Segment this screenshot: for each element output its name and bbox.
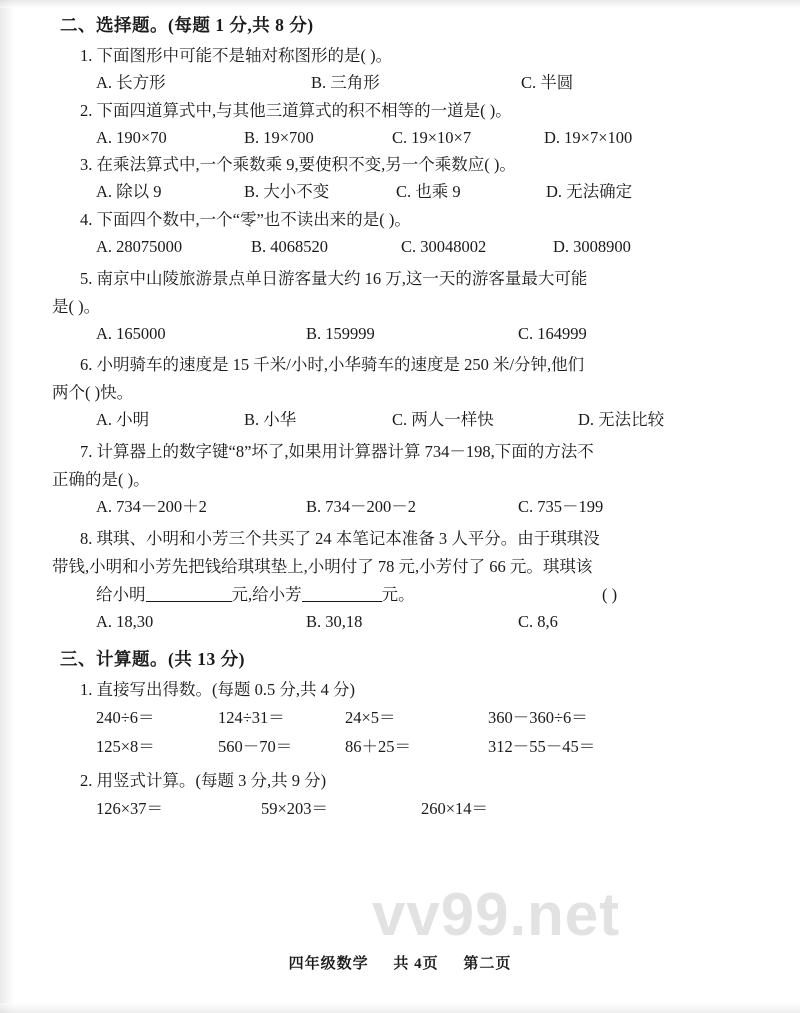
calc-item[interactable]: 86＋25＝: [345, 736, 411, 756]
option-c[interactable]: C. 半圆: [521, 73, 574, 93]
section-two-title: 二、选择题。(每题 1 分,共 8 分): [60, 15, 314, 35]
option-b[interactable]: B. 734－200－2: [306, 497, 417, 516]
section-three-sub2-label: 2. 用竖式计算。(每题 3 分,共 9 分): [80, 770, 327, 790]
calc-item[interactable]: 312－55－45＝: [488, 736, 596, 756]
oral-calc-row-1: [52, 704, 756, 733]
question-8-answer-line: [52, 582, 756, 608]
option-b[interactable]: B. 小华: [244, 410, 297, 430]
question-2-options: [52, 125, 756, 151]
calc-item[interactable]: 59×203＝: [261, 798, 329, 818]
question-7-options: [52, 494, 756, 520]
option-c[interactable]: C. 8,6: [518, 611, 558, 631]
option-d[interactable]: D. 19×7×100: [544, 127, 633, 147]
question-5-stem: 5. 南京中山陵旅游景点单日游客量大约 16 万,这一天的游客量最大可能: [80, 268, 588, 288]
question-7-stem: 7. 计算器上的数字键“8”坏了,如果用计算器计算 734－198,下面的方法不: [80, 441, 594, 461]
question-4-options: [52, 234, 756, 260]
option-c[interactable]: C. 164999: [518, 323, 587, 343]
question-7-stem-cont: 正确的是( )。: [52, 469, 150, 489]
answer-choice-bracket[interactable]: ( ): [602, 584, 618, 604]
question-2: [52, 98, 756, 151]
option-c[interactable]: C. 也乘 9: [396, 182, 461, 202]
calc-item[interactable]: 260×14＝: [421, 798, 489, 818]
option-c[interactable]: C. 两人一样快: [392, 410, 494, 430]
question-5-stem-cont: 是( )。: [52, 296, 101, 316]
option-a[interactable]: A. 长方形: [96, 73, 166, 93]
question-6-stem-cont: 两个( )快。: [52, 383, 134, 403]
question-8: [52, 526, 756, 635]
calc-item[interactable]: 560－70＝: [218, 736, 293, 756]
question-1-options: [52, 70, 756, 96]
footer-grade-subject: 四年级数学: [288, 956, 369, 972]
question-3: [52, 152, 756, 205]
question-6-stem: 6. 小明骑车的速度是 15 千米/小时,小华骑车的速度是 250 米/分钟,他们: [80, 355, 585, 375]
answer-blank-2[interactable]: [302, 586, 382, 602]
option-b[interactable]: B. 159999: [306, 323, 375, 343]
question-8-stem-cont: 带钱,小明和小芳先把钱给琪琪垫上,小明付了 78 元,小芳付了 66 元。琪琪该: [52, 556, 593, 576]
option-b[interactable]: B. 4068520: [251, 236, 329, 256]
option-c[interactable]: C. 19×10×7: [392, 127, 472, 147]
section-three-title: 三、计算题。(共 13 分): [60, 649, 245, 670]
question-6-options: [52, 407, 756, 433]
calc-item[interactable]: 240÷6＝: [96, 708, 155, 728]
question-8-options: [52, 609, 756, 635]
question-7: [52, 439, 756, 520]
option-b[interactable]: B. 30,18: [306, 611, 363, 631]
question-8-stem: 8. 琪琪、小明和小芳三个共买了 24 本笔记本准备 3 人平分。由于琪琪没: [80, 528, 600, 548]
oral-calc-row-2: [52, 733, 756, 762]
section-three-sub1-label: 1. 直接写出得数。(每题 0.5 分,共 4 分): [80, 680, 355, 700]
option-c[interactable]: C. 30048002: [401, 236, 487, 256]
page-left-shadow: [0, 0, 14, 1013]
question-4-stem: 4. 下面四个数中,一个“零”也不读出来的是( )。: [80, 209, 411, 229]
answer-mid-label: 元,给小芳: [231, 584, 302, 604]
question-5: [52, 266, 756, 347]
question-3-options: [52, 179, 756, 205]
option-b[interactable]: B. 三角形: [311, 73, 380, 93]
option-a[interactable]: A. 734－200＋2: [96, 497, 207, 516]
option-b[interactable]: B. 19×700: [244, 127, 314, 147]
answer-prefix-label: 给小明: [96, 584, 146, 604]
vertical-calc-row-1: [52, 795, 756, 824]
option-a[interactable]: A. 除以 9: [96, 182, 162, 202]
question-1: [52, 43, 756, 96]
question-3-stem: 3. 在乘法算式中,一个乘数乘 9,要使积不变,另一个乘数应( )。: [80, 155, 516, 175]
footer-page-label: 第二页: [463, 956, 512, 972]
question-6: [52, 352, 756, 433]
calc-item[interactable]: 126×37＝: [96, 798, 164, 818]
option-d[interactable]: D. 3008900: [553, 236, 631, 256]
option-a[interactable]: A. 28075000: [96, 236, 183, 256]
question-5-options: [52, 321, 756, 347]
calc-item[interactable]: 124÷31＝: [218, 708, 285, 728]
footer-total-pages: 共 4页: [393, 956, 439, 972]
option-b[interactable]: B. 大小不变: [244, 182, 330, 202]
option-c[interactable]: C. 735－199: [518, 497, 604, 516]
option-a[interactable]: A. 18,30: [96, 611, 154, 631]
answer-suffix-label: 元。: [381, 584, 415, 604]
calc-item[interactable]: 24×5＝: [345, 708, 396, 728]
watermark: vv99.net: [372, 881, 621, 948]
question-4: [52, 207, 756, 260]
question-1-stem: 1. 下面图形中可能不是轴对称图形的是( )。: [80, 46, 393, 65]
option-d[interactable]: D. 无法比较: [578, 410, 665, 430]
option-a[interactable]: A. 小明: [96, 410, 150, 430]
option-d[interactable]: D. 无法确定: [546, 182, 633, 202]
page-footer: [0, 952, 800, 973]
page-top-shadow: [0, 0, 800, 8]
page-bottom-shadow: [0, 1003, 800, 1013]
question-2-stem: 2. 下面四道算式中,与其他三道算式的积不相等的一道是( )。: [80, 100, 512, 120]
calc-item[interactable]: 360－360÷6＝: [488, 708, 588, 728]
answer-blank-1[interactable]: [146, 586, 232, 602]
calc-item[interactable]: 125×8＝: [96, 736, 155, 756]
option-a[interactable]: A. 190×70: [96, 127, 167, 147]
option-a[interactable]: A. 165000: [96, 323, 166, 343]
